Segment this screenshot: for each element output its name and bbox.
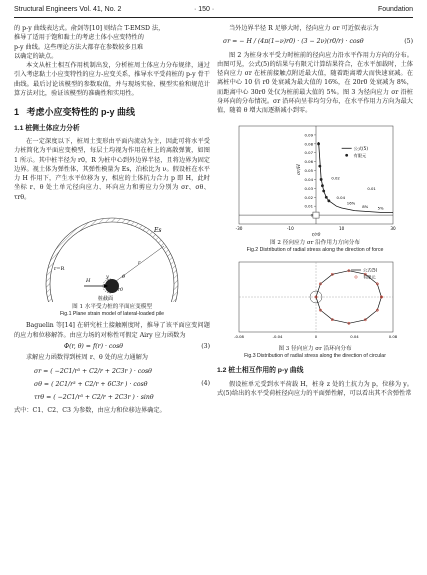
- paragraph: 假设桩单元受到水平荷载 H，桩身 z 处的土抗力为 p，位移为 y。式(5)给出的水平受荷桩径向应力的平面弹性解，可以看出其不含弹性常: [217, 380, 413, 398]
- right-column: [217, 24, 413, 398]
- equation-3: [14, 342, 210, 351]
- equation-line: σθ = ( 2C1/r³ + C2/r + 6C3r ) · cosθ: [34, 380, 148, 388]
- paragraph: 式中：C1、C2、C3 为参数，由应力和位移边界确定。: [14, 406, 166, 414]
- journal-name: Structural Engineers Vol. 41, No. 2: [14, 6, 122, 13]
- legend-label: 有限元: [353, 152, 367, 158]
- figure-2-caption: [217, 240, 413, 254]
- label-r-eq: r=R: [54, 266, 65, 273]
- x-tick-label: 0.08: [388, 334, 398, 340]
- figure-3: [217, 258, 413, 344]
- series-fem-point: [320, 178, 323, 181]
- y-tick-label: 0.08: [304, 140, 313, 146]
- subsection-heading: 1.1 桩侧土体应力分析: [14, 124, 80, 132]
- circular-stress-chart: [217, 258, 413, 344]
- x-tick-label: 30: [390, 225, 396, 231]
- figure-3-caption: [217, 346, 413, 360]
- running-header: [14, 6, 413, 17]
- paragraph: 图 2 为桩身水平受力时桩前的径向应力沿水平作用力方向的分布。由图可见，公式(5)的结果与有限元计算结果符合，在水平加载时，土体径向应力 σr 在桩前接触点附近最大值，随着距离增大而快速衰减。在离桩中心 10 倍 r0 处衰减为最大值的 16%，在 20r0 处衰减为 8%，而距离中心 30r0 处仅为桩前最大值的 5%。图 3 为径向应力 σr 沿桩身环向的分布情况。σr 沿环向呈非均匀分布，在水平作用力方向为最大值，随着 θ 增大而逐渐减小到零。: [217, 51, 413, 115]
- paragraph: 本文从桩土相互作用机制出发，分析桩周土体应力分布规律，通过引入考虑黏土小应变特性的应力-应变关系，推导水平受荷桩的 p-y 骨干曲线。最后讨论该模型的参数取值，并与现场实验、模型实验和规范计算方法对比，验证该模型的准确性和实用性。: [14, 62, 210, 98]
- equation-4: [14, 365, 210, 404]
- y-tick-label: 0: [310, 212, 313, 218]
- annotation: 5%: [377, 205, 384, 211]
- x-tick-label: 0: [314, 334, 318, 340]
- paragraph: 在一定深度以下，桩周土变形由平面内流动为主，因此可将水平受力桩简化为平面应变模型，每层土均视为作用在桩上的离散弹簧，如图 1 所示。其中桩半径为 r0，R 为桩中心到外边界半径，且将边界为固定边界。视土体为弹性体，其弹性模量为 Es，泊松比为 ν。假设桩在水平力 H 作用下，产生水平位移为 y，相应的土体抗力合力 p 即 H，此时坐标 r、θ 处土单元径向应力、环向应力和剪应力分别为 σr、σθ、τrθ。: [14, 137, 210, 201]
- equation-line: τrθ = ( −2C1/r³ + C2/r + 2C3r ) · sinθ: [34, 393, 154, 401]
- series-fem-point: [318, 164, 321, 167]
- y-axis-label: σr/H: [297, 163, 302, 175]
- y-tick-label: 0.05: [304, 167, 313, 173]
- series-fem-point: [322, 189, 325, 192]
- y-tick-label: 0.04: [304, 176, 313, 182]
- annotation: 0.01: [367, 185, 376, 191]
- equation-line: σr = ( −2C1/r³ + C2/r + 2C3r ) · cosθ: [34, 367, 152, 375]
- equation-body: Φ(r, θ) = f(r) · cosθ: [64, 343, 124, 351]
- equation-number: (5): [404, 38, 413, 46]
- caption-en: Fig.1 Plane strain model of lateral-loaded pile: [59, 311, 165, 318]
- paragraph: 当外边界半径 R 足够大时，径向应力 σr 可近似表示为: [229, 25, 379, 32]
- annotation: 8%: [362, 203, 369, 209]
- caption-en: Fig.3 Distribution of radial stress along the direction of circular: [244, 353, 386, 360]
- section-name: Foundation: [377, 6, 413, 13]
- figure-2: [217, 120, 413, 238]
- x-tick-label: -0.04: [272, 334, 283, 340]
- y-tick-label: 0.02: [304, 194, 313, 200]
- legend-label: 公式(5): [363, 267, 378, 273]
- series-fem-point: [327, 199, 330, 202]
- caption-cn: 图 2 径向应力 σr 沿作用力方向分布: [270, 239, 360, 246]
- x-axis-label: r/r0: [311, 232, 321, 238]
- x-tick-label: 10: [338, 225, 345, 231]
- equation-number: (4): [201, 380, 210, 388]
- plane-strain-diagram: [14, 206, 210, 302]
- annotation: 0.02: [331, 175, 340, 181]
- section-number: 1: [14, 107, 20, 118]
- series-fem-point: [325, 196, 328, 199]
- annotation: 0.04: [336, 194, 346, 200]
- legend-point-swatch: [355, 276, 357, 278]
- equation-body: σr = − H / (4π(1−ν)r0) · (3 − 2ν)(r0/r) · cosθ: [223, 38, 364, 46]
- equation-5: [217, 37, 413, 46]
- label-theta: θ: [122, 274, 126, 281]
- page-number: · 150 ·: [194, 6, 215, 13]
- caption-en: Fig.2 Distribution of radial stress along the direction of force: [246, 246, 384, 253]
- y-tick-label: 0.09: [304, 132, 313, 138]
- section-title: 考虑小应变特性的 p-y 曲线: [26, 107, 136, 118]
- intro-line: 推导了适用于饱和黏土的考虑土体小应变特性的: [14, 34, 144, 42]
- label-r0: r0: [118, 288, 124, 294]
- left-column: [14, 24, 210, 415]
- annotation: 16%: [346, 200, 356, 206]
- figure-1: [14, 206, 210, 302]
- y-tick-label: 0.01: [304, 203, 313, 209]
- y-tick-label: 0.03: [304, 185, 313, 191]
- radial-stress-chart: [217, 120, 413, 238]
- series-formula-line: [316, 297, 381, 323]
- section-heading: [14, 108, 210, 117]
- header-rule: [14, 17, 413, 18]
- label-pile: 桩截面: [98, 296, 114, 303]
- subsection-heading: 1.2 桩土相互作用的 p-y 曲线: [217, 367, 304, 375]
- caption-cn: 图 1 水平受力桩的平面应变模型: [72, 304, 152, 311]
- label-h: H: [86, 278, 91, 285]
- legend-label: 有限元: [363, 274, 376, 280]
- x-tick-label: -30: [235, 225, 243, 231]
- figure-1-caption: [14, 304, 210, 318]
- caption-cn: 图 3 径向应力 σr 沿环向分布: [278, 346, 352, 353]
- intro-line: 的 p-y 曲线表达式。俞剑等[10] 则结合 T-EMSD 法，: [14, 25, 165, 32]
- label-es: Es: [154, 227, 162, 235]
- intro-line: 以确定的缺点。: [14, 52, 58, 60]
- paragraph: 求解应力函数得到桩周 r、θ 处的应力通解为: [26, 354, 148, 362]
- legend-label: 公式(5): [353, 145, 368, 151]
- y-tick-label: 0.07: [304, 149, 313, 155]
- x-tick-label: 0.04: [350, 334, 359, 340]
- x-tick-label: -0.08: [234, 334, 244, 340]
- y-tick-label: 0.06: [304, 158, 313, 164]
- series-fem-point: [317, 142, 320, 145]
- label-r: r: [138, 260, 141, 267]
- label-y: y: [106, 274, 109, 281]
- equation-number: (3): [201, 343, 210, 351]
- x-tick-label: -10: [286, 225, 294, 231]
- pile-shape: [310, 212, 319, 218]
- intro-line: p-y 曲线。这些理论方法大都存在参数较多且难: [14, 43, 144, 51]
- paragraph: Baguelin 等[14] 在研究桩土接触刚度时，推导了该平面应变问题的应力和位移解答。由应力场的对称性可假定 Airy 应力函数为: [14, 322, 210, 339]
- series-fem-point: [321, 184, 324, 187]
- legend-point-swatch: [345, 154, 348, 157]
